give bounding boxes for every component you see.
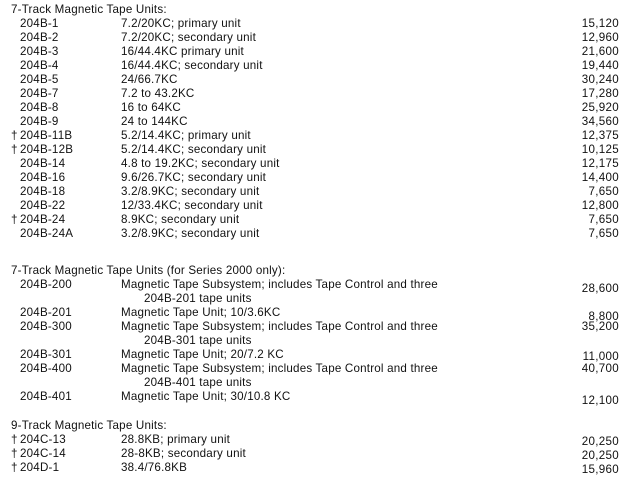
model-number: 204B-16 <box>20 171 66 184</box>
price: 35,200 <box>581 320 619 333</box>
table-row <box>0 348 643 362</box>
price: 14,400 <box>581 171 619 184</box>
table-row <box>0 278 643 295</box>
model-number: 204B-400 <box>20 362 72 375</box>
table-row <box>0 17 643 31</box>
table-row <box>0 227 643 241</box>
table-row <box>0 390 643 407</box>
description-continuation: 204B-301 tape units <box>144 334 252 347</box>
description: 16/44.4KC primary unit <box>121 45 244 58</box>
description: 9.6/26.7KC; secondary unit <box>121 171 267 184</box>
table-row <box>0 143 643 157</box>
price: 20,250 <box>581 449 619 462</box>
price: 34,560 <box>581 115 619 128</box>
model-number: 204B-4 <box>20 59 59 72</box>
model-number: † 204B-24 <box>11 213 66 226</box>
table-row <box>0 115 643 129</box>
table-row <box>0 306 643 323</box>
table-row <box>0 31 643 45</box>
table-row <box>0 129 643 143</box>
model-number: 204B-14 <box>20 157 66 170</box>
model-number: 204B-201 <box>20 306 72 319</box>
description: 4.8 to 19.2KC; secondary unit <box>121 157 280 170</box>
price: 12,800 <box>581 199 619 212</box>
model-number: 204B-200 <box>20 278 72 291</box>
description: 7.2 to 43.2KC <box>121 87 195 100</box>
table-row <box>0 461 643 475</box>
description: 12/33.4KC; secondary unit <box>121 199 263 212</box>
model-number: † 204B-12B <box>11 143 74 156</box>
table-row <box>0 433 643 447</box>
model-number: 204B-7 <box>20 87 59 100</box>
price: 30,240 <box>581 73 619 86</box>
description: 3.2/8.9KC; secondary unit <box>121 185 260 198</box>
price: 7,650 <box>588 213 619 226</box>
model-number: † 204C-14 <box>11 447 66 460</box>
model-number: † 204D-1 <box>11 461 60 474</box>
price: 21,600 <box>581 45 619 58</box>
price: 7,650 <box>588 227 619 240</box>
description: Magnetic Tape Unit; 10/3.6KC <box>121 306 281 319</box>
model-number: 204B-401 <box>20 390 72 403</box>
table-row <box>0 59 643 73</box>
description: Magnetic Tape Subsystem; includes Tape Control and three <box>121 278 438 291</box>
section-heading: 9-Track Magnetic Tape Units: <box>11 419 167 432</box>
description: 28.8KB; primary unit <box>121 433 231 446</box>
description: 7.2/20KC; secondary unit <box>121 31 256 44</box>
model-number: 204B-8 <box>20 101 59 114</box>
model-number: 204B-9 <box>20 115 59 128</box>
table-row <box>0 447 643 461</box>
model-number: 204B-2 <box>20 31 59 44</box>
price: 40,700 <box>581 362 619 375</box>
description: 28-8KB; secondary unit <box>121 447 246 460</box>
description: 24 to 144KC <box>121 115 188 128</box>
table-row <box>0 320 643 334</box>
model-number: 204B-18 <box>20 185 66 198</box>
table-row <box>0 45 643 59</box>
description: 7.2/20KC; primary unit <box>121 17 241 30</box>
description-continuation: 204B-201 tape units <box>144 292 252 305</box>
price: 19,440 <box>581 59 619 72</box>
model-number: 204B-301 <box>20 348 72 361</box>
table-row <box>0 185 643 199</box>
section-heading: 7-Track Magnetic Tape Units: <box>11 3 167 16</box>
description: 24/66.7KC <box>121 73 178 86</box>
description: 3.2/8.9KC; secondary unit <box>121 227 260 240</box>
price: 12,375 <box>581 129 619 142</box>
table-row <box>0 73 643 87</box>
description-continuation: 204B-401 tape units <box>144 376 252 389</box>
price: 17,280 <box>581 87 619 100</box>
price: 12,100 <box>581 394 619 407</box>
table-row <box>0 213 643 227</box>
description: 5.2/14.4KC; secondary unit <box>121 143 267 156</box>
table-row <box>0 171 643 185</box>
model-number: 204B-1 <box>20 17 59 30</box>
description: Magnetic Tape Unit; 20/7.2 KC <box>121 348 284 361</box>
price: 28,600 <box>581 282 619 295</box>
price: 12,175 <box>581 157 619 170</box>
table-row <box>0 157 643 171</box>
model-number: 204B-3 <box>20 45 59 58</box>
price: 8,800 <box>588 310 619 323</box>
price: 7,650 <box>588 185 619 198</box>
description: 8.9KC; secondary unit <box>121 213 240 226</box>
price: 15,960 <box>581 463 619 476</box>
description: 38.4/76.8KB <box>121 461 188 474</box>
table-row <box>0 101 643 115</box>
description: 5.2/14.4KC; primary unit <box>121 129 251 142</box>
price: 20,250 <box>581 435 619 448</box>
section-heading: 7-Track Magnetic Tape Units (for Series 2000 only): <box>11 264 286 277</box>
description: 16/44.4KC; secondary unit <box>121 59 263 72</box>
model-number: 204B-300 <box>20 320 72 333</box>
model-number: 204B-24A <box>20 227 74 240</box>
price: 10,125 <box>581 143 619 156</box>
model-number: 204B-22 <box>20 199 66 212</box>
model-number: † 204B-11B <box>11 129 73 142</box>
table-row <box>0 362 643 376</box>
price: 12,960 <box>581 31 619 44</box>
description: Magnetic Tape Subsystem; includes Tape Control and three <box>121 320 438 333</box>
description: Magnetic Tape Subsystem; includes Tape Control and three <box>121 362 438 375</box>
price: 15,120 <box>581 17 619 30</box>
price: 11,000 <box>582 350 619 363</box>
description: 16 to 64KC <box>121 101 182 114</box>
description: Magnetic Tape Unit; 30/10.8 KC <box>121 390 291 403</box>
table-row <box>0 87 643 101</box>
price: 25,920 <box>581 101 619 114</box>
model-number: † 204C-13 <box>11 433 66 446</box>
table-row <box>0 199 643 213</box>
model-number: 204B-5 <box>20 73 59 86</box>
